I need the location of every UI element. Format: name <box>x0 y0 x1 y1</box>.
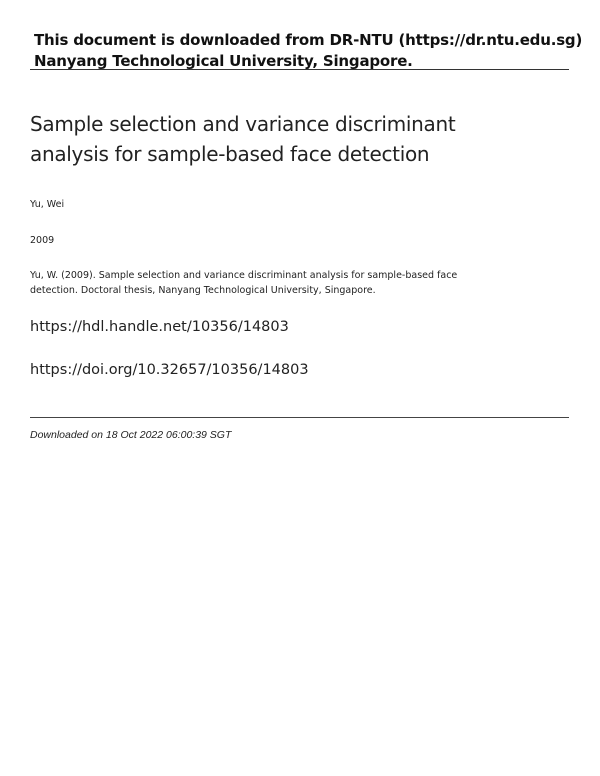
citation-line-2: detection. Doctoral thesis, Nanyang Technological University, Singapore. <box>30 285 376 296</box>
header-line-source: This document is downloaded from DR-NTU (https://dr.ntu.edu.sg) <box>34 31 583 49</box>
title-line-2: analysis for sample-based face detection <box>30 142 430 166</box>
publication-year: 2009 <box>30 235 55 246</box>
author-name: Yu, Wei <box>30 199 65 210</box>
doi-link[interactable]: https://doi.org/10.32657/10356/14803 <box>30 362 309 378</box>
repository-header <box>34 30 583 72</box>
title-line-1: Sample selection and variance discriminant <box>30 112 456 136</box>
citation <box>30 268 500 298</box>
header-line-institution: Nanyang Technological University, Singapore. <box>34 52 413 70</box>
header-divider <box>30 69 569 70</box>
handle-link[interactable]: https://hdl.handle.net/10356/14803 <box>30 319 289 335</box>
document-title <box>30 109 550 169</box>
footer-divider <box>30 417 569 418</box>
citation-line-1: Yu, W. (2009). Sample selection and variance discriminant analysis for sample-based face <box>30 270 458 281</box>
download-timestamp: Downloaded on 18 Oct 2022 06:00:39 SGT <box>30 429 232 441</box>
